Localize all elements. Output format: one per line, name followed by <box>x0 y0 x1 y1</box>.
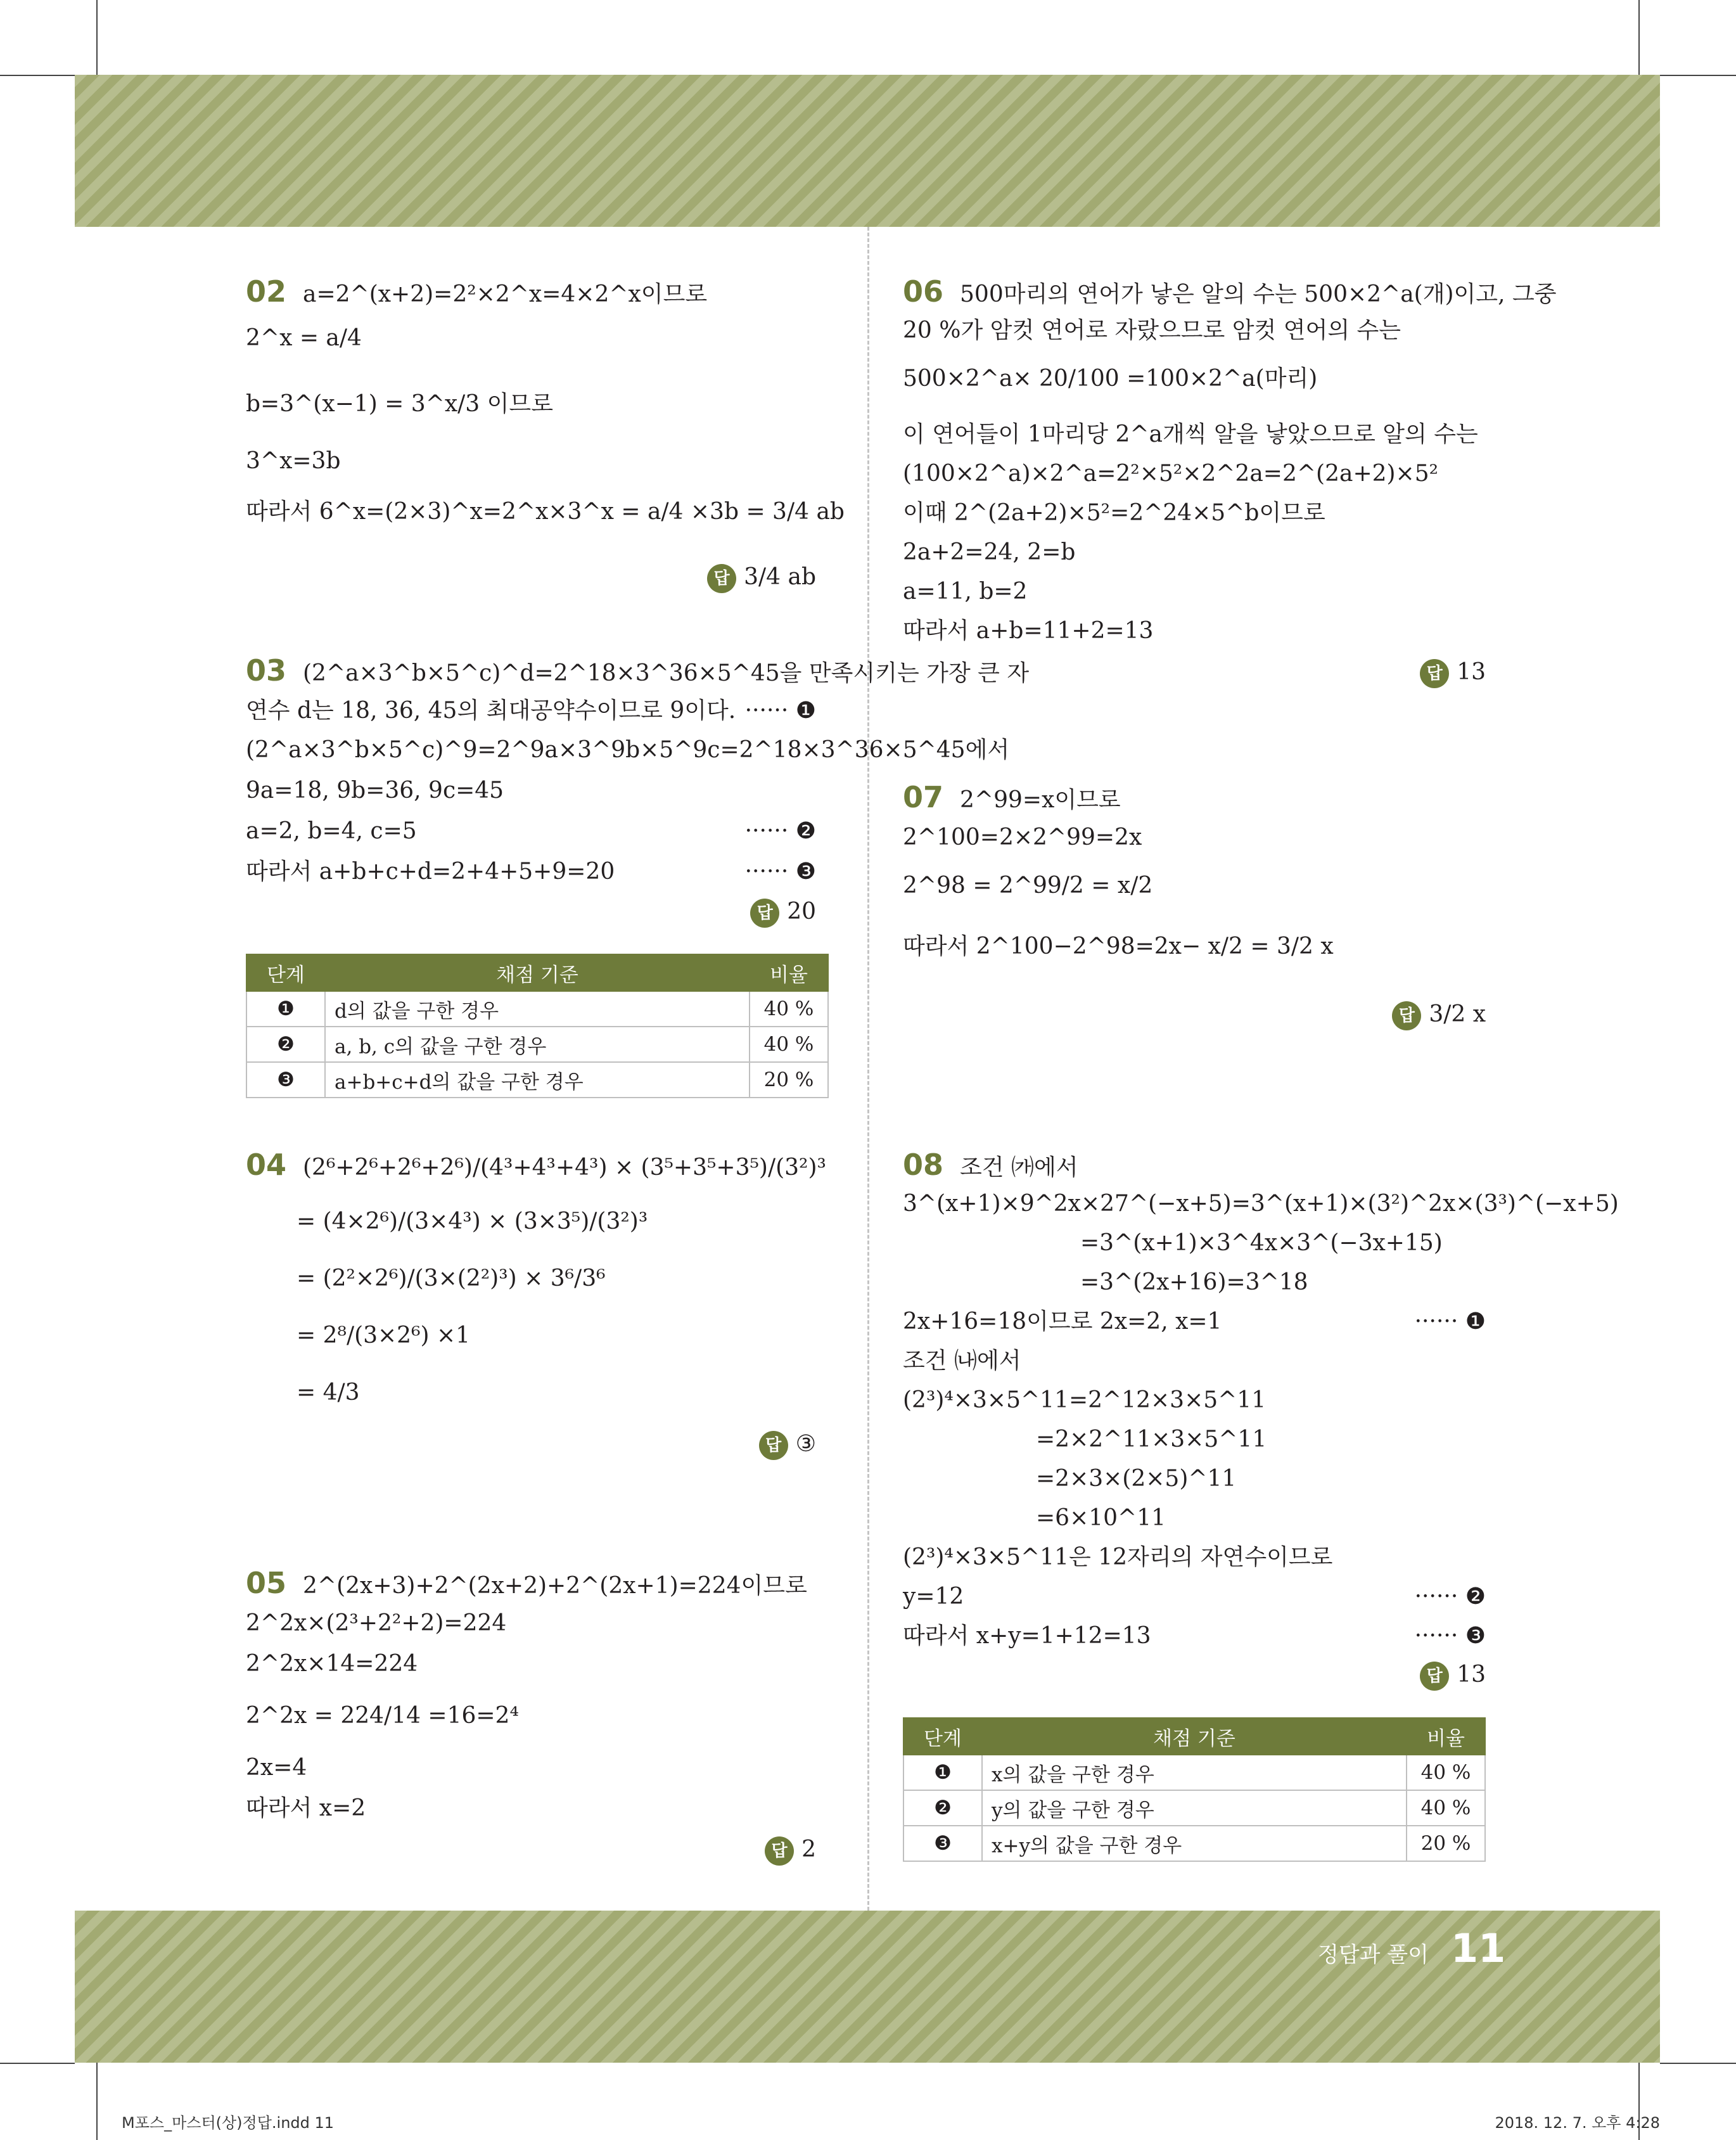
problem-number: 05 <box>246 1566 287 1600</box>
answer-value: ③ <box>795 1431 816 1457</box>
solution-line: 2^(2x+3)+2^(2x+2)+2^(2x+1)=224이므로 <box>303 1573 807 1599</box>
solution-line: (2³)⁴×3×5^11=2^12×3×5^11 <box>903 1387 1267 1413</box>
rubric-criterion: a+b+c+d의 값을 구한 경우 <box>325 1062 750 1098</box>
answer-badge: 답 <box>1392 1001 1421 1030</box>
rubric-ratio: 40 % <box>1407 1790 1485 1826</box>
crop-mark <box>96 0 98 75</box>
rubric-criterion: d의 값을 구한 경우 <box>325 991 750 1027</box>
problem-number: 07 <box>903 780 944 814</box>
table-row <box>246 991 828 1027</box>
solution-line: 이때 2^(2a+2)×5²=2^24×5^b이므로 <box>903 500 1325 526</box>
solution-line: 500마리의 연어가 낳은 알의 수는 500×2^a(개)이고, 그중 <box>960 281 1557 307</box>
solution-line: 20 %가 암컷 연어로 자랐으므로 암컷 연어의 수는 <box>903 317 1401 343</box>
solution-line: =2×2^11×3×5^11 <box>1036 1426 1267 1452</box>
crop-mark <box>1660 75 1736 76</box>
solution-line: a=11, b=2 <box>903 579 1028 605</box>
step-mark: ······ ❶ <box>1414 1309 1486 1335</box>
solution-line: 2a+2=24, 2=b <box>903 539 1076 565</box>
page-number: 11 <box>1451 1925 1506 1971</box>
rubric-header: 채점 기준 <box>982 1718 1407 1755</box>
table-row <box>903 1826 1485 1861</box>
solution-line: 연수 d는 18, 36, 45의 최대공약수이므로 9이다. <box>246 698 736 724</box>
rubric-ratio: 40 % <box>750 991 828 1027</box>
solution-line: 이 연어들이 1마리당 2^a개씩 알을 낳았으므로 알의 수는 <box>903 421 1478 447</box>
problem-number: 08 <box>903 1148 944 1182</box>
solution-line: 2^2x = 224/14 =16=2⁴ <box>246 1703 519 1729</box>
answer <box>750 899 816 928</box>
rubric-header: 비율 <box>750 954 828 991</box>
solution-line: =3^(x+1)×3^4x×3^(−3x+15) <box>1080 1230 1443 1256</box>
answer-value: 3/2 x <box>1429 1001 1486 1027</box>
answer-value: 13 <box>1457 659 1486 685</box>
solution-line: a=2^(x+2)=2²×2^x=4×2^x이므로 <box>303 281 708 307</box>
solution-line: = (4×2⁶)/(3×4³) × (3×3⁵)/(3²)³ <box>297 1208 648 1234</box>
answer <box>1392 1001 1486 1030</box>
answer <box>707 564 816 593</box>
solution-line: =2×3×(2×5)^11 <box>1036 1466 1237 1492</box>
solution-line: 500×2^a× 20/100 =100×2^a(마리) <box>903 366 1318 392</box>
table-row <box>903 1790 1485 1826</box>
solution-line: 9a=18, 9b=36, 9c=45 <box>246 778 504 804</box>
footer-band <box>75 1911 1660 2063</box>
step-mark: ······ ❷ <box>744 818 816 844</box>
solution-line: 3^(x+1)×9^2x×27^(−x+5)=3^(x+1)×(3²)^2x×(3³)^(−x+5) <box>903 1191 1619 1217</box>
solution-line: 따라서 2^100−2^98=2x− x/2 = 3/2 x <box>903 933 1334 959</box>
solution-line: (2^a×3^b×5^c)^9=2^9a×3^9b×5^9c=2^18×3^36×5^45에서 <box>246 737 1010 763</box>
solution-line: b=3^(x−1) = 3^x/3 이므로 <box>246 391 553 417</box>
answer-value: 13 <box>1457 1662 1486 1688</box>
solution-line: =6×10^11 <box>1036 1505 1166 1531</box>
column-divider <box>867 227 869 1911</box>
rubric-step: ❸ <box>246 1062 325 1098</box>
answer-badge: 답 <box>707 564 736 593</box>
answer-badge: 답 <box>1420 1662 1449 1691</box>
solution-line: =3^(2x+16)=3^18 <box>1080 1269 1308 1295</box>
solution-line: 2^100=2×2^99=2x <box>903 824 1142 850</box>
solution-line: = (2²×2⁶)/(3×(2²)³) × 3⁶/3⁶ <box>297 1265 606 1291</box>
rubric-criterion: y의 값을 구한 경우 <box>982 1790 1407 1826</box>
solution-line: = 4/3 <box>297 1380 360 1406</box>
solution-line: = 2⁸/(3×2⁶) ×1 <box>297 1323 471 1349</box>
solution-line: 따라서 x=2 <box>246 1795 366 1821</box>
answer <box>1420 659 1486 688</box>
answer <box>759 1431 816 1460</box>
table-row <box>246 1027 828 1062</box>
rubric-ratio: 20 % <box>750 1062 828 1098</box>
answer-badge: 답 <box>765 1836 794 1866</box>
answer-value: 20 <box>787 899 816 925</box>
rubric-step: ❷ <box>246 1027 325 1062</box>
rubric-header: 채점 기준 <box>325 954 750 991</box>
slug-filename: M포스_마스터(상)정답.indd 11 <box>122 2114 335 2132</box>
answer-value: 2 <box>801 1836 816 1862</box>
rubric-step: ❸ <box>903 1826 982 1861</box>
solution-line: 2^2x×(2³+2²+2)=224 <box>246 1610 507 1636</box>
rubric-header: 단계 <box>246 954 325 991</box>
problem-number: 03 <box>246 653 287 688</box>
rubric-step: ❷ <box>903 1790 982 1826</box>
solution-line: 3^x=3b <box>246 448 341 474</box>
rubric-criterion: x의 값을 구한 경우 <box>982 1755 1407 1790</box>
rubric-criterion: x+y의 값을 구한 경우 <box>982 1826 1407 1861</box>
answer-badge: 답 <box>759 1431 788 1460</box>
solution-line: 따라서 a+b+c+d=2+4+5+9=20 <box>246 859 615 885</box>
problem-number: 04 <box>246 1148 287 1182</box>
solution-line: 따라서 6^x=(2×3)^x=2^x×3^x = a/4 ×3b = 3/4 ab <box>246 499 845 525</box>
solution-line: a=2, b=4, c=5 <box>246 818 417 844</box>
crop-mark <box>1638 0 1640 75</box>
step-mark: ······ ❸ <box>1414 1623 1486 1649</box>
rubric-ratio: 40 % <box>750 1027 828 1062</box>
rubric-header: 단계 <box>903 1718 982 1755</box>
crop-mark <box>0 2063 75 2064</box>
rubric-table <box>903 1717 1486 1862</box>
rubric-header: 비율 <box>1407 1718 1485 1755</box>
answer <box>1420 1662 1486 1691</box>
rubric-ratio: 20 % <box>1407 1826 1485 1861</box>
step-mark: ······ ❶ <box>744 698 816 724</box>
crop-mark <box>96 2063 98 2140</box>
slug-timestamp: 2018. 12. 7. 오후 4:28 <box>1495 2114 1660 2132</box>
solution-line: 2^99=x이므로 <box>960 787 1121 813</box>
solution-line: 조건 ㈎에서 <box>960 1155 1078 1181</box>
crop-mark <box>1660 2063 1736 2064</box>
solution-line: 2^98 = 2^99/2 = x/2 <box>903 873 1153 899</box>
solution-line: 따라서 a+b=11+2=13 <box>903 618 1154 644</box>
table-row <box>903 1755 1485 1790</box>
solution-line: y=12 <box>903 1584 964 1610</box>
table-row <box>246 1062 828 1098</box>
solution-line: 따라서 x+y=1+12=13 <box>903 1623 1151 1649</box>
answer <box>765 1836 816 1866</box>
solution-line: (100×2^a)×2^a=2²×5²×2^2a=2^(2a+2)×5² <box>903 461 1439 487</box>
step-mark: ······ ❸ <box>744 859 816 885</box>
step-mark: ······ ❷ <box>1414 1584 1486 1610</box>
footer-label: 정답과 풀이 <box>1317 1942 1429 1968</box>
solution-line: (2⁶+2⁶+2⁶+2⁶)/(4³+4³+4³) × (3⁵+3⁵+3⁵)/(3²)³ <box>303 1155 826 1181</box>
header-band <box>75 75 1660 227</box>
solution-line: (2^a×3^b×5^c)^d=2^18×3^36×5^45을 만족시키는 가장 큰 자 <box>303 660 1030 686</box>
solution-line: (2³)⁴×3×5^11은 12자리의 자연수이므로 <box>903 1544 1333 1570</box>
crop-mark <box>0 75 75 76</box>
solution-line: 조건 ㈏에서 <box>903 1348 1021 1374</box>
rubric-ratio: 40 % <box>1407 1755 1485 1790</box>
solution-line: 2^x = a/4 <box>246 325 362 351</box>
answer-badge: 답 <box>750 899 779 928</box>
solution-line: 2x+16=18이므로 2x=2, x=1 <box>903 1309 1222 1335</box>
rubric-table <box>246 954 829 1098</box>
solution-line: 2x=4 <box>246 1755 307 1781</box>
answer-value: 3/4 ab <box>744 564 816 590</box>
problem-number: 06 <box>903 274 944 309</box>
answer-badge: 답 <box>1420 659 1449 688</box>
rubric-step: ❶ <box>903 1755 982 1790</box>
solution-line: 2^2x×14=224 <box>246 1651 418 1677</box>
rubric-criterion: a, b, c의 값을 구한 경우 <box>325 1027 750 1062</box>
rubric-step: ❶ <box>246 991 325 1027</box>
problem-number: 02 <box>246 274 287 309</box>
